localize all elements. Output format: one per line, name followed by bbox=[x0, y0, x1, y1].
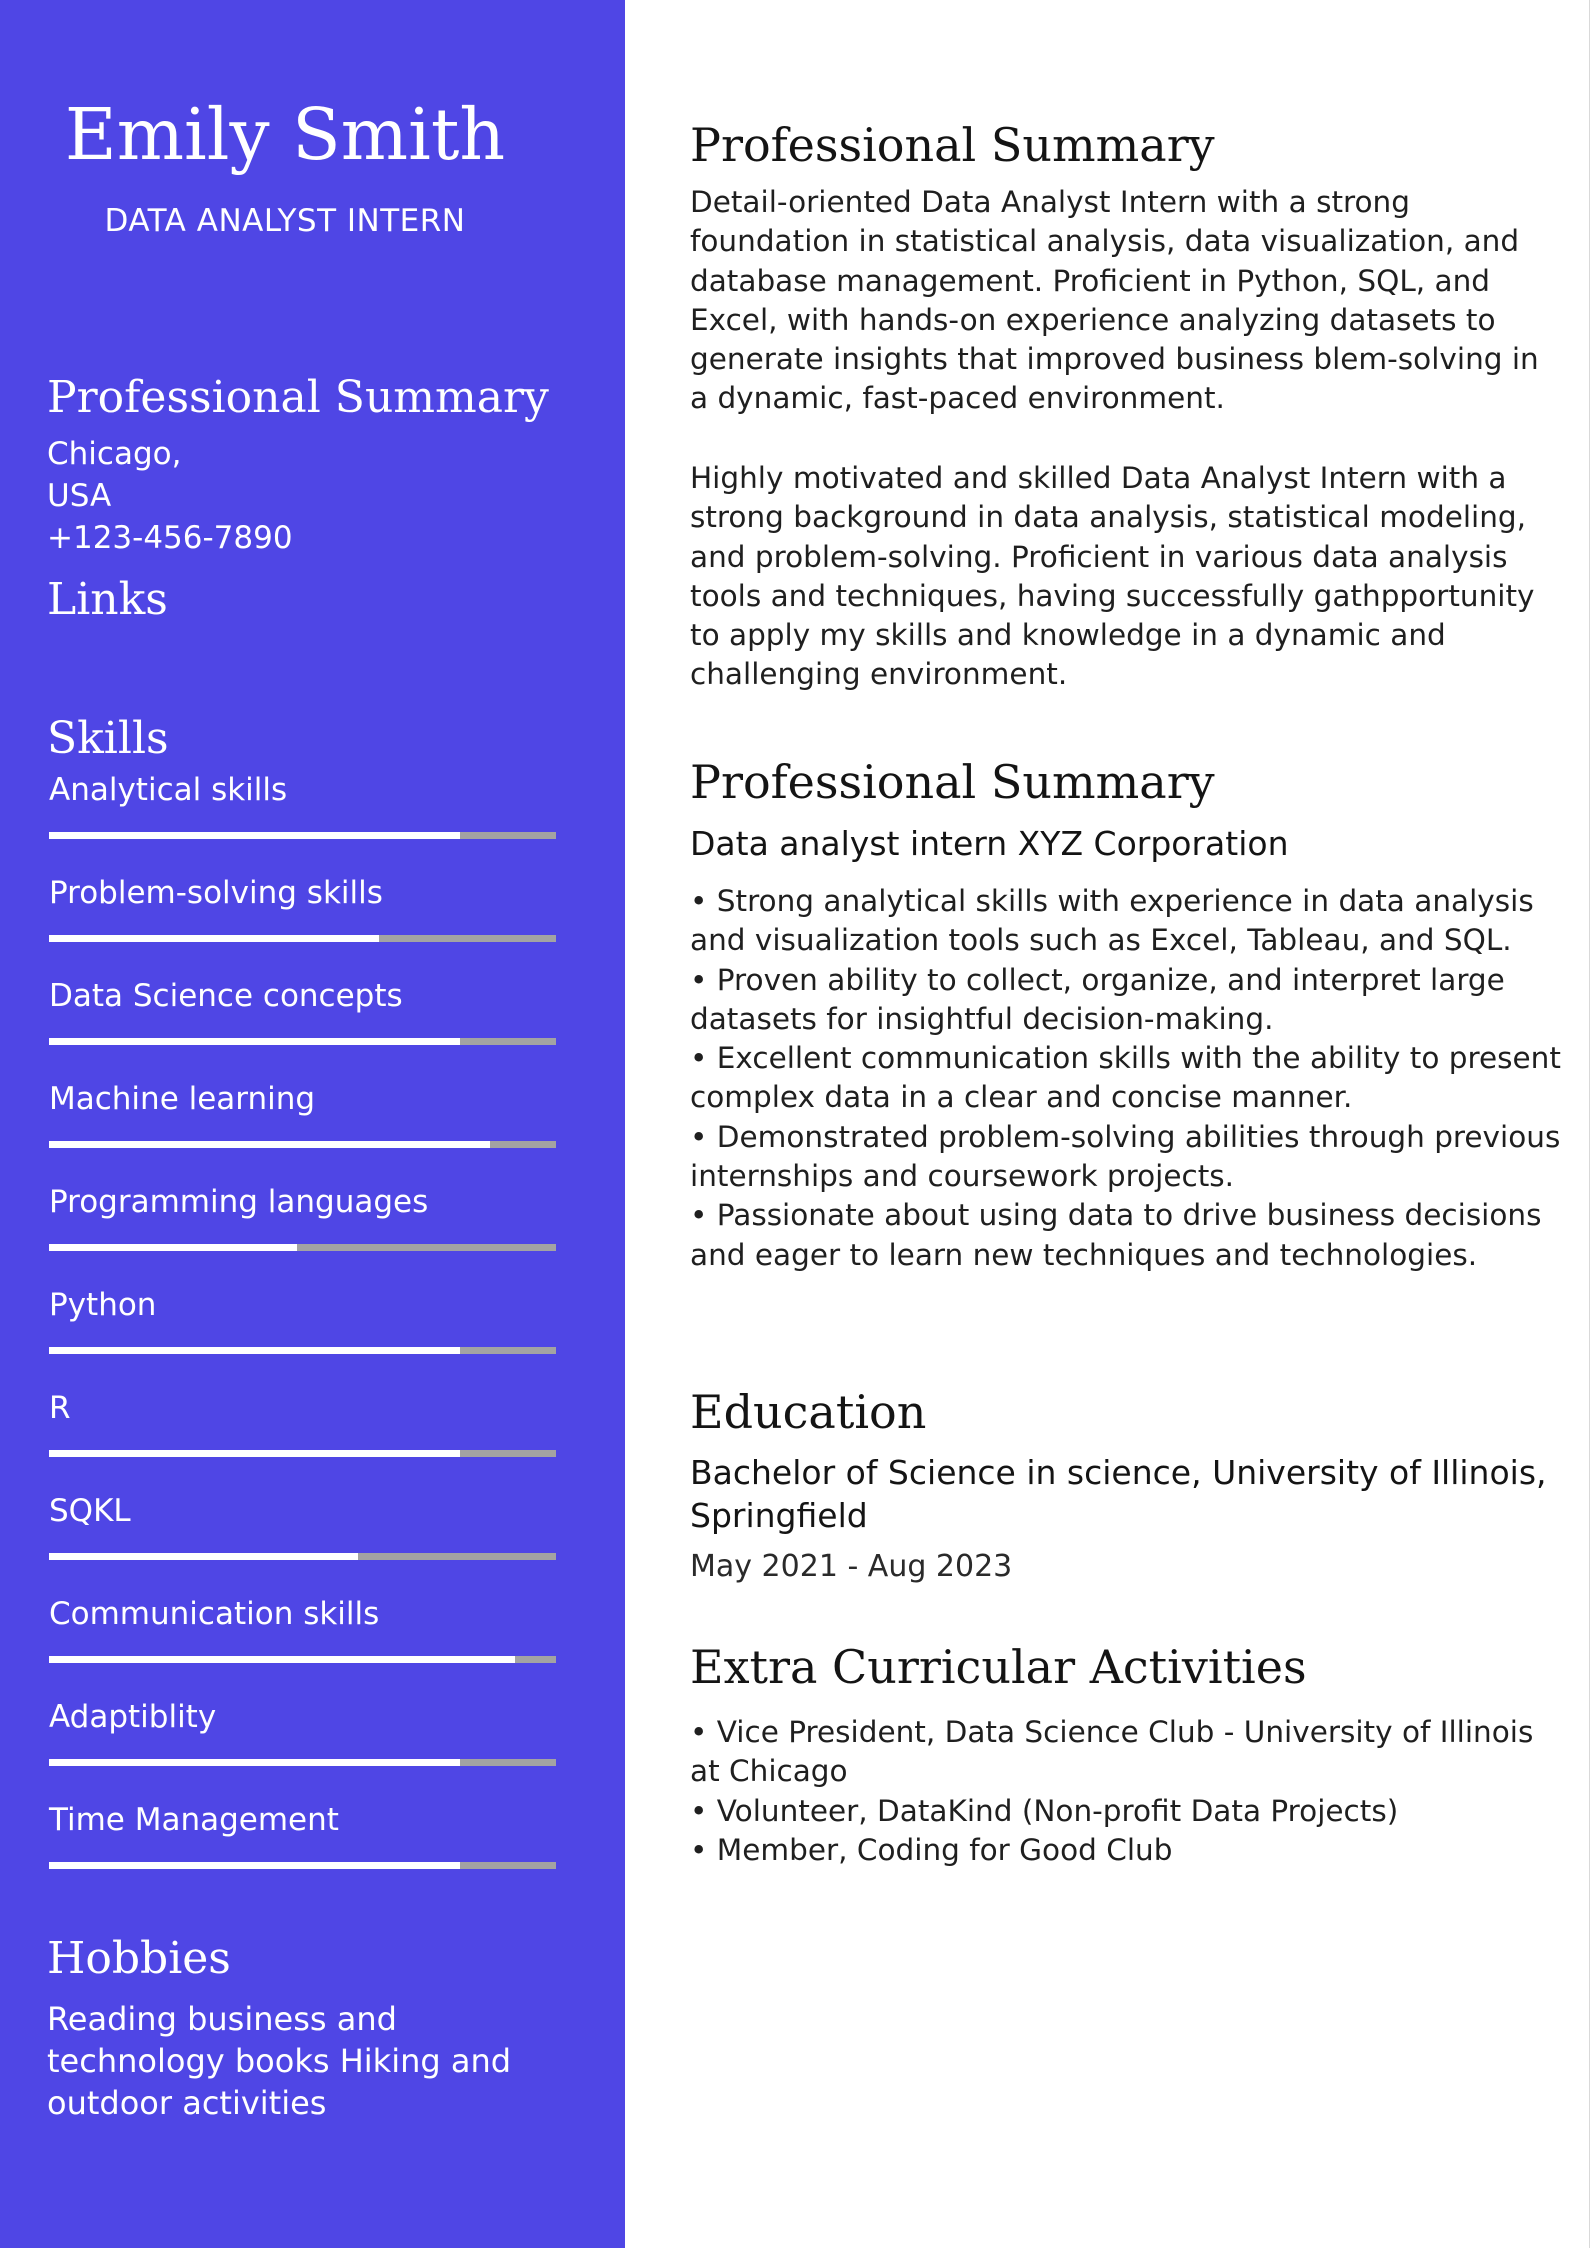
hobbies-heading: Hobbies bbox=[47, 1933, 231, 1984]
summary-paragraph-1: Detail-oriented Data Analyst Intern with a strong foundation in statistical analysis, data visualization, and database management. Proficient in Python, SQL, and Excel, with hands-on experience analyzing datasets to generate insights that improved business blem-solving in a dynamic, fast-paced environment. bbox=[690, 185, 1539, 416]
job-title: DATA ANALYST INTERN bbox=[104, 203, 466, 239]
skill-bar-track bbox=[49, 1759, 556, 1766]
skill-label: SQKL bbox=[49, 1493, 131, 1529]
skill-item bbox=[47, 1182, 557, 1285]
skill-bar-track bbox=[49, 832, 556, 839]
skill-bar-fill bbox=[49, 935, 379, 942]
contact-city: Chicago, bbox=[47, 436, 182, 472]
skill-item bbox=[47, 976, 557, 1079]
education-degree: Bachelor of Science in science, University of Illinois, Springfield bbox=[690, 1453, 1547, 1535]
skill-item bbox=[47, 1388, 557, 1491]
skill-item bbox=[47, 1594, 557, 1697]
candidate-name: Emily Smith bbox=[64, 93, 506, 176]
list-item: • Passionate about using data to drive business decisions and eager to learn new techniques and technologies. bbox=[690, 1198, 1542, 1272]
skill-label: Programming languages bbox=[49, 1184, 429, 1220]
skill-bar-fill bbox=[49, 1759, 460, 1766]
skill-item bbox=[47, 1800, 557, 1903]
skill-label: Problem-solving skills bbox=[49, 875, 383, 911]
sidebar bbox=[0, 0, 625, 2248]
skill-bar-track bbox=[49, 1038, 556, 1045]
skill-bar-fill bbox=[49, 832, 460, 839]
summary-paragraph-2: Highly motivated and skilled Data Analyst Intern with a strong background in data analysis, statistical modeling, and problem-solving. Proficient in various data analysis tools and techniques, having successfully gathpportunity to apply my skills and knowledge in a dynamic and challenging environment. bbox=[690, 461, 1535, 692]
skill-label: Machine learning bbox=[49, 1081, 316, 1117]
skills-heading: Skills bbox=[47, 713, 169, 764]
education-heading: Education bbox=[690, 1385, 927, 1439]
list-item: • Proven ability to collect, organize, and interpret large datasets for insightful decision-making. bbox=[690, 962, 1505, 1036]
skill-bar-fill bbox=[49, 1141, 490, 1148]
skill-bar-track bbox=[49, 1244, 556, 1251]
skill-item bbox=[47, 770, 557, 873]
summary-heading: Professional Summary bbox=[690, 118, 1215, 172]
skill-bar-fill bbox=[49, 1862, 460, 1869]
activities-list bbox=[690, 1713, 1570, 1870]
skill-label: Time Management bbox=[49, 1802, 339, 1838]
skills-list bbox=[47, 770, 557, 1903]
experience-role: Data analyst intern XYZ Corporation bbox=[690, 824, 1289, 863]
skill-label: Data Science concepts bbox=[49, 978, 403, 1014]
list-item: • Demonstrated problem-solving abilities through previous internships and coursework projects. bbox=[690, 1119, 1561, 1194]
skill-bar-track bbox=[49, 935, 556, 942]
main-content bbox=[625, 0, 1590, 2248]
skill-bar-fill bbox=[49, 1450, 460, 1457]
contact-phone: +123-456-7890 bbox=[47, 520, 293, 556]
list-item: • Strong analytical skills with experience in data analysis and visualization tools such as Excel, Tableau, and SQL. bbox=[690, 884, 1534, 958]
list-item: • Vice President, Data Science Club - University of Illinois at Chicago bbox=[690, 1715, 1534, 1789]
skill-item bbox=[47, 873, 557, 976]
skill-label: R bbox=[49, 1390, 71, 1426]
list-item: • Member, Coding for Good Club bbox=[690, 1832, 1173, 1867]
skill-bar-track bbox=[49, 1347, 556, 1354]
skill-bar-track bbox=[49, 1450, 556, 1457]
list-item: • Excellent communication skills with the ability to present complex data in a clear and concise manner. bbox=[690, 1041, 1561, 1115]
activities-heading: Extra Curricular Activities bbox=[690, 1640, 1307, 1694]
skill-bar-track bbox=[49, 1553, 556, 1560]
skill-bar-track bbox=[49, 1862, 556, 1869]
hobbies-text: Reading business and technology books Hiking and outdoor activities bbox=[47, 2000, 512, 2122]
skill-item bbox=[47, 1285, 557, 1388]
skill-label: Analytical skills bbox=[49, 772, 288, 808]
skill-label: Python bbox=[49, 1287, 157, 1323]
contact-country: USA bbox=[47, 478, 112, 514]
skill-item bbox=[47, 1697, 557, 1800]
skill-item bbox=[47, 1491, 557, 1594]
skill-label: Communication skills bbox=[49, 1596, 380, 1632]
skill-bar-fill bbox=[49, 1656, 515, 1663]
experience-bullets bbox=[690, 882, 1570, 1275]
list-item: • Volunteer, DataKind (Non-profit Data Projects) bbox=[690, 1793, 1399, 1828]
skill-bar-fill bbox=[49, 1244, 297, 1251]
skill-item bbox=[47, 1079, 557, 1182]
experience-heading: Professional Summary bbox=[690, 755, 1215, 809]
skill-bar-fill bbox=[49, 1553, 358, 1560]
links-heading: Links bbox=[47, 574, 168, 625]
education-dates: May 2021 - Aug 2023 bbox=[690, 1549, 1013, 1584]
skill-bar-fill bbox=[49, 1347, 460, 1354]
skill-bar-track bbox=[49, 1141, 556, 1148]
skill-bar-track bbox=[49, 1656, 556, 1663]
contact-heading: Professional Summary bbox=[47, 372, 549, 423]
skill-label: Adaptiblity bbox=[49, 1699, 217, 1735]
skill-bar-fill bbox=[49, 1038, 460, 1045]
